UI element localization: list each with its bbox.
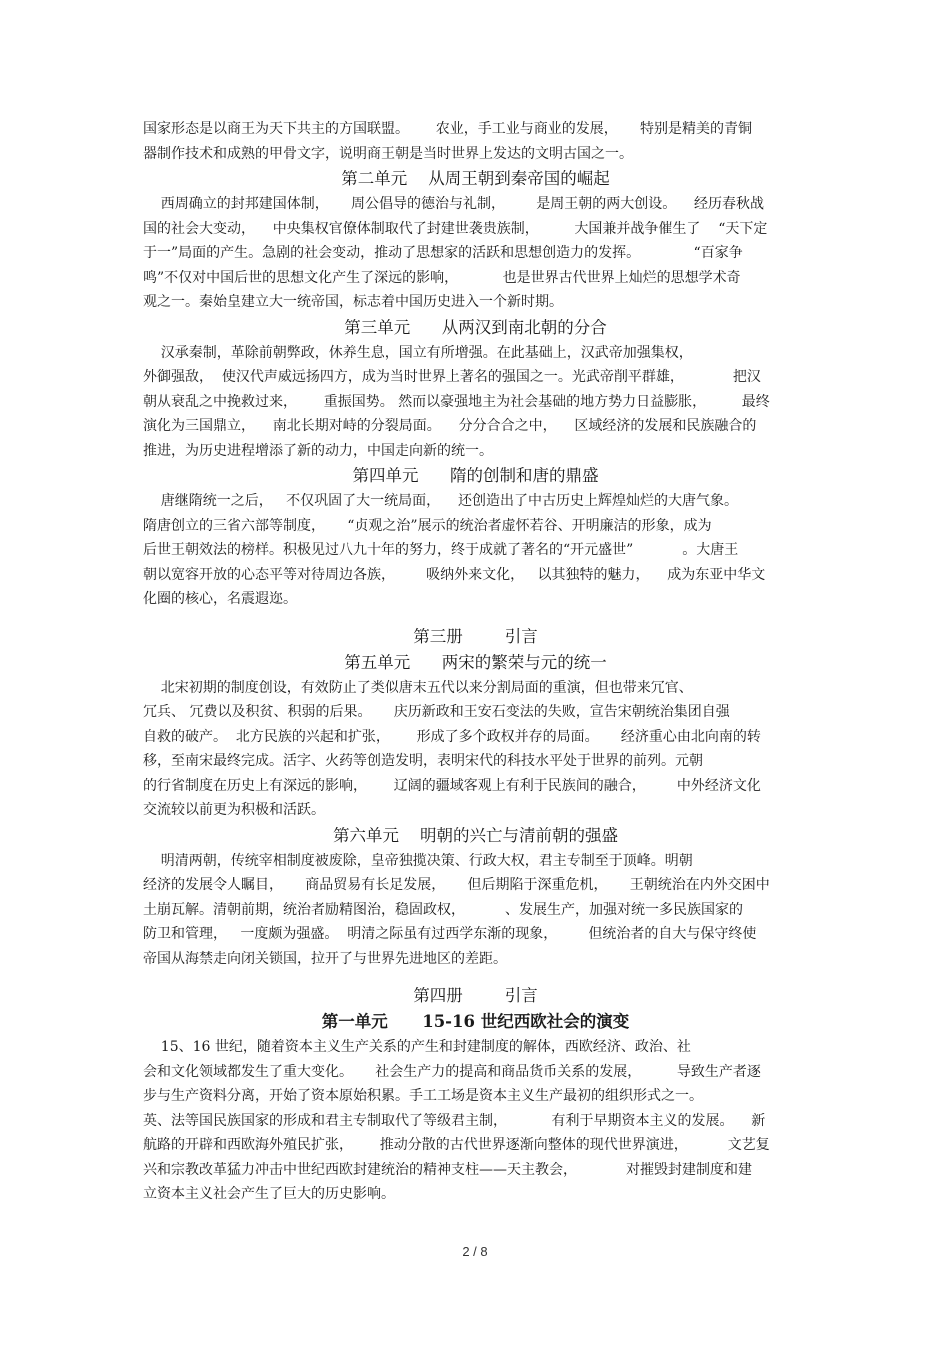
paragraph-line: 外御强敌， 使汉代声威远扬四方，成为当时世界上著名的强国之一。光武帝削平群雄， 把汉 bbox=[143, 369, 761, 385]
paragraph-line: 步与生产资料分离，开始了资本原始积累。手工工场是资本主义生产最初的组织形式之一。 bbox=[143, 1088, 703, 1104]
paragraph-line: 会和文化领域都发生了重大变化。 社会生产力的提高和商品货币关系的发展， 导致生产者逐 bbox=[143, 1063, 761, 1080]
section-heading: 第三单元 从两汉到南北朝的分合 bbox=[344, 317, 607, 337]
paragraph-line: 兴和宗教改革猛力冲击中世纪西欧封建统治的精神支柱——天主教会， 对摧毁封建制度和建 bbox=[143, 1161, 752, 1178]
paragraph-line: 自救的破产。 北方民族的兴起和扩张， 形成了多个政权并存的局面。 经济重心由北向南的转 bbox=[143, 728, 761, 745]
paragraph-line: 冗兵、 冗费以及积贫、积弱的后果。 庆历新政和王安石变法的失败，宣告宋朝统治集团自强 bbox=[143, 704, 730, 720]
paragraph-line: 经济的发展令人瞩目， 商品贸易有长足发展， 但后期陷于深重危机， 王朝统治在内外交困中 bbox=[143, 877, 770, 893]
paragraph-line: 国家形态是以商王为天下共主的方国联盟。 农业，手工业与商业的发展， 特别是精美的青铜 bbox=[143, 121, 752, 137]
paragraph-line: 明清两朝，传统宰相制度被废除，皇帝独揽决策、行政大权，君主专制至于顶峰。明朝 bbox=[143, 852, 693, 869]
paragraph-line: 西周确立的封邦建国体制， 周公倡导的德治与礼制， 是周王朝的两大创设。 经历春秋战 bbox=[143, 196, 765, 212]
paragraph-line: 帝国从海禁走向闭关锁国，拉开了与世界先进地区的差距。 bbox=[143, 950, 507, 967]
section-heading: 第六单元 明朝的兴亡与清前朝的强盛 bbox=[333, 825, 618, 845]
paragraph-line: 鸣”不仅对中国后世的思想文化产生了深远的影响， 也是世界古代世界上灿烂的思想学术奇 bbox=[143, 269, 741, 286]
paragraph-line: 隋唐创立的三省六部等制度， “贞观之治”展示的统治者虚怀若谷、开明廉洁的形象，成为 bbox=[143, 517, 712, 534]
paragraph-line: 推进，为历史进程增添了新的动力，中国走向新的统一。 bbox=[143, 442, 493, 459]
paragraph-line: 交流较以前更为积极和活跃。 bbox=[143, 802, 325, 818]
paragraph-line: 立资本主义社会产生了巨大的历史影响。 bbox=[143, 1186, 395, 1202]
paragraph-line: 15、16 世纪，随着资本主义生产关系的产生和封建制度的解体，西欧经济、政治、社 bbox=[143, 1039, 691, 1055]
page-number: 2 / 8 bbox=[462, 1244, 488, 1259]
section-heading: 第二单元 从周王朝到秦帝国的崛起 bbox=[341, 169, 610, 188]
paragraph-line: 后世王朝效法的榜样。积极见过八九十年的努力，终于成就了著名的“开元盛世” 。大唐王 bbox=[143, 542, 739, 558]
section-heading: 第四单元 隋的创制和唐的鼎盛 bbox=[352, 466, 599, 485]
paragraph-line: 国的社会大变动， 中央集权官僚体制取代了封建世袭贵族制， 大国兼并战争催生了 “天下定 bbox=[143, 220, 768, 237]
paragraph-line: 汉承秦制，革除前朝弊政，休养生息，国立有所增强。在此基础上，汉武帝加强集权， bbox=[143, 344, 693, 361]
paragraph-line: 朝以宽容开放的心态平等对待周边各族， 吸纳外来文化， 以其独特的魅力， 成为东亚中华文 bbox=[143, 566, 766, 583]
paragraph-line: 土崩瓦解。清朝前期，统治者励精图治，稳固政权， 、发展生产，加强对统一多民族国家的 bbox=[143, 901, 744, 918]
paragraph-line: 化圈的核心，名震遐迩。 bbox=[143, 591, 297, 607]
paragraph-line: 移，至南宋最终完成。活字、火药等创造发明，表明宋代的科技水平处于世界的前列。元朝 bbox=[143, 753, 703, 769]
section-heading: 第三册 引言 bbox=[413, 626, 538, 646]
section-heading: 第四册 引言 bbox=[413, 986, 538, 1005]
paragraph-line: 器制作技术和成熟的甲骨文字，说明商王朝是当时世界上发达的文明古国之一。 bbox=[143, 145, 633, 162]
paragraph-line: 唐继隋统一之后， 不仅巩固了大一统局面， 还创造出了中古历史上辉煌灿烂的大唐气象。 bbox=[143, 493, 738, 509]
paragraph-line: 朝从衰乱之中挽救过来， 重振国势。 然而以豪强地主为社会基础的地方势力日益膨胀， 最终 bbox=[143, 393, 770, 410]
section-heading: 第五单元 两宋的繁荣与元的统一 bbox=[344, 652, 607, 672]
paragraph-line: 观之一。秦始皇建立大一统帝国，标志着中国历史进入一个新时期。 bbox=[143, 294, 563, 310]
paragraph-line: 英、法等国民族国家的形成和君主专制取代了等级君主制， 有利于早期资本主义的发展。 新 bbox=[143, 1112, 766, 1129]
section-heading: 第一单元 15-16 世纪西欧社会的演变 bbox=[321, 1012, 630, 1031]
section-spacer bbox=[143, 971, 808, 983]
paragraph-line: 于一”局面的产生。急剧的社会变动，推动了思想家的活跃和思想创造力的发挥。 “百家争 bbox=[143, 245, 743, 261]
paragraph-line: 北宋初期的制度创设，有效防止了类似唐末五代以来分割局面的重演，但也带来冗官、 bbox=[143, 679, 693, 696]
document-body bbox=[143, 117, 808, 1207]
paragraph-line: 航路的开辟和西欧海外殖民扩张， 推动分散的古代世界逐渐向整体的现代世界演进， 文艺复 bbox=[143, 1137, 770, 1153]
section-spacer bbox=[143, 612, 808, 624]
paragraph-line: 演化为三国鼎立， 南北长期对峙的分裂局面。 分分合合之中， 区域经济的发展和民族融合的 bbox=[143, 418, 757, 434]
paragraph-line: 的行省制度在历史上有深远的影响， 辽阔的疆域客观上有利于民族间的融合， 中外经济文化 bbox=[143, 777, 761, 794]
paragraph-line: 防卫和管理， 一度颇为强盛。 明清之际虽有过西学东渐的现象， 但统治者的自大与保守终使 bbox=[143, 926, 757, 942]
